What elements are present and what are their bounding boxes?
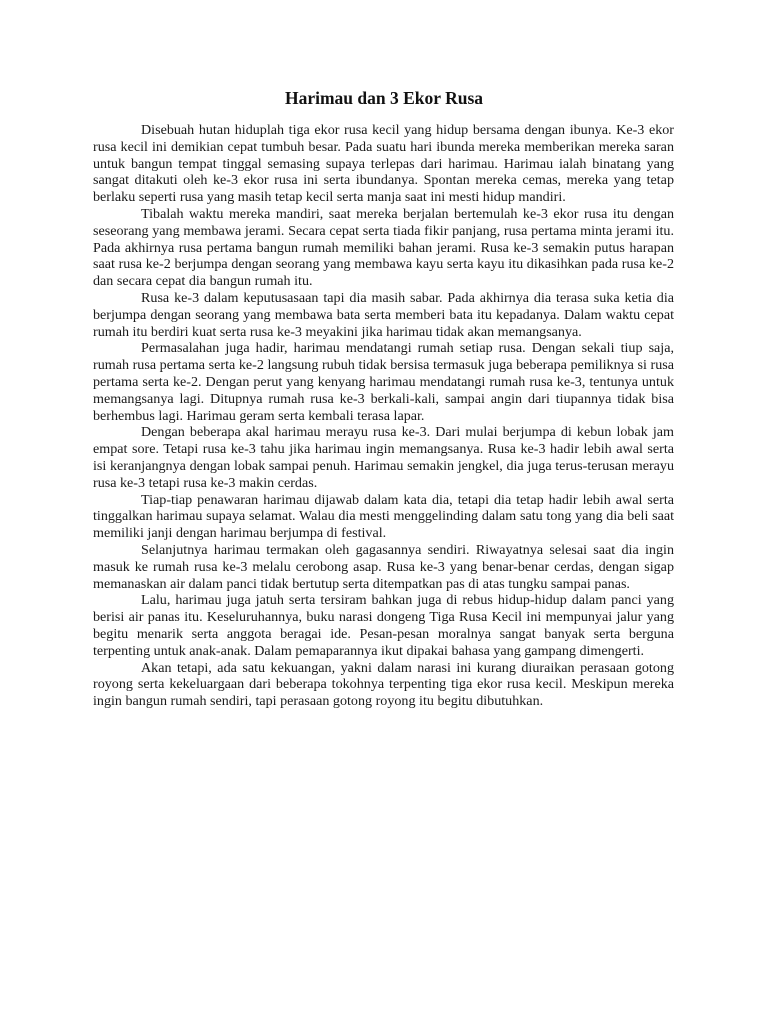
- paragraph-5: Dengan beberapa akal harimau merayu rusa ke-3. Dari mulai berjumpa di kebun lobak jam empat sore. Tetapi rusa ke-3 tahu jika harimau ingin memangsanya. Rusa ke-3 hadir lebih awal serta isi keranjangnya dengan lobak sampai penuh. Harimau semakin jengkel, dia juga terus-terusan merayu rusa ke-3 tetapi rusa ke-3 makin cerdas.: [93, 424, 674, 491]
- paragraph-6: Tiap-tiap penawaran harimau dijawab dalam kata dia, tetapi dia tetap hadir lebih awal serta tinggalkan harimau supaya selamat. Walau dia mesti menggelinding dalam satu tong yang dia beli saat memiliki janji dengan harimau berjumpa di festival.: [93, 491, 674, 542]
- page-title: Harimau dan 3 Ekor Rusa: [284, 88, 484, 108]
- paragraph-2: Tibalah waktu mereka mandiri, saat mereka berjalan bertemulah ke-3 ekor rusa itu dengan seseorang yang membawa jerami. Secara cepat serta tiada fikir panjang, rusa pertama minta jerami itu. Pada akhirnya rusa pertama bangun rumah memiliki bahan jerami. Rusa ke-3 semakin putus harapan saat rusa ke-2 berjumpa dengan seorang yang membawa kayu serta kayu itu dikasihkan pada rusa ke-2 dan secara cepat dia bangun rumah itu.: [93, 205, 674, 290]
- paragraph-1: Disebuah hutan hiduplah tiga ekor rusa kecil yang hidup bersama dengan ibunya. Ke-3 ekor rusa kecil ini demikian cepat tumbuh besar. Pada suatu hari ibunda mereka memberikan mereka saran untuk bangun tempat tinggal semasing supaya terlepas dari harimau. Harimau ialah binatang yang sangat ditakuti oleh ke-3 ekor rusa ini serta ibundanya. Spontan mereka cemas, mereka yang tetap berlaku seperti rusa yang masih tetap kecil serta manja saat ini mesti hidup mandiri.: [93, 122, 674, 206]
- paragraph-8: Lalu, harimau juga jatuh serta tersiram bahkan juga di rebus hidup-hidup dalam panci yang berisi air panas itu. Keseluruhannya, buku narasi dongeng Tiga Rusa Kecil ini mempunyai jalur yang begitu menarik serta anggota beragai ide. Pesan-pesan moralnya sangat banyak serta berguna terpenting untuk anak-anak. Dalam pemaparannya ikut dipakai bahasa yang gampang dimengerti.: [93, 592, 674, 659]
- paragraph-9: Akan tetapi, ada satu kekuangan, yakni dalam narasi ini kurang diuraikan perasaan gotong royong serta kekeluargaan dari beberapa tokohnya terpenting tiga ekor rusa kecil. Meskipun mereka ingin bangun rumah sendiri, tapi perasaan gotong royong itu begitu dibutuhkan.: [93, 659, 674, 710]
- paragraph-3: Rusa ke-3 dalam keputusasaan tapi dia masih sabar. Pada akhirnya dia terasa suka ketia dia berjumpa dengan seorang yang membawa bata serta memberi bata itu kepadanya. Dalam waktu cepat rumah itu berdiri kuat serta rusa ke-3 meyakini jika harimau tidak akan memangsanya.: [93, 289, 674, 340]
- paragraph-7: Selanjutnya harimau termakan oleh gagasannya sendiri. Riwayatnya selesai saat dia ingin masuk ke rumah rusa ke-3 melalu cerobong asap. Rusa ke-3 yang benar-benar cerdas, dengan sigap memanaskan air dalam panci tidak bertutup serta ditempatkan pas di atas tungku sampai panas.: [93, 541, 674, 592]
- document-body: [93, 122, 674, 710]
- paragraph-4: Permasalahan juga hadir, harimau mendatangi rumah setiap rusa. Dengan sekali tiup saja, rumah rusa pertama serta ke-2 langsung rubuh tidak bersisa termasuk juga beberapa pemiliknya si rusa pertama serta ke-2. Dengan perut yang kenyang harimau mendatangi rumah rusa ke-3, tentunya untuk memangsanya lagi. Ditupnya rumah rusa ke-3 berkali-kali, sampai angin dari tiupannya tidak bisa berhembus lagi. Harimau geram serta kembali terasa lapar.: [93, 340, 674, 424]
